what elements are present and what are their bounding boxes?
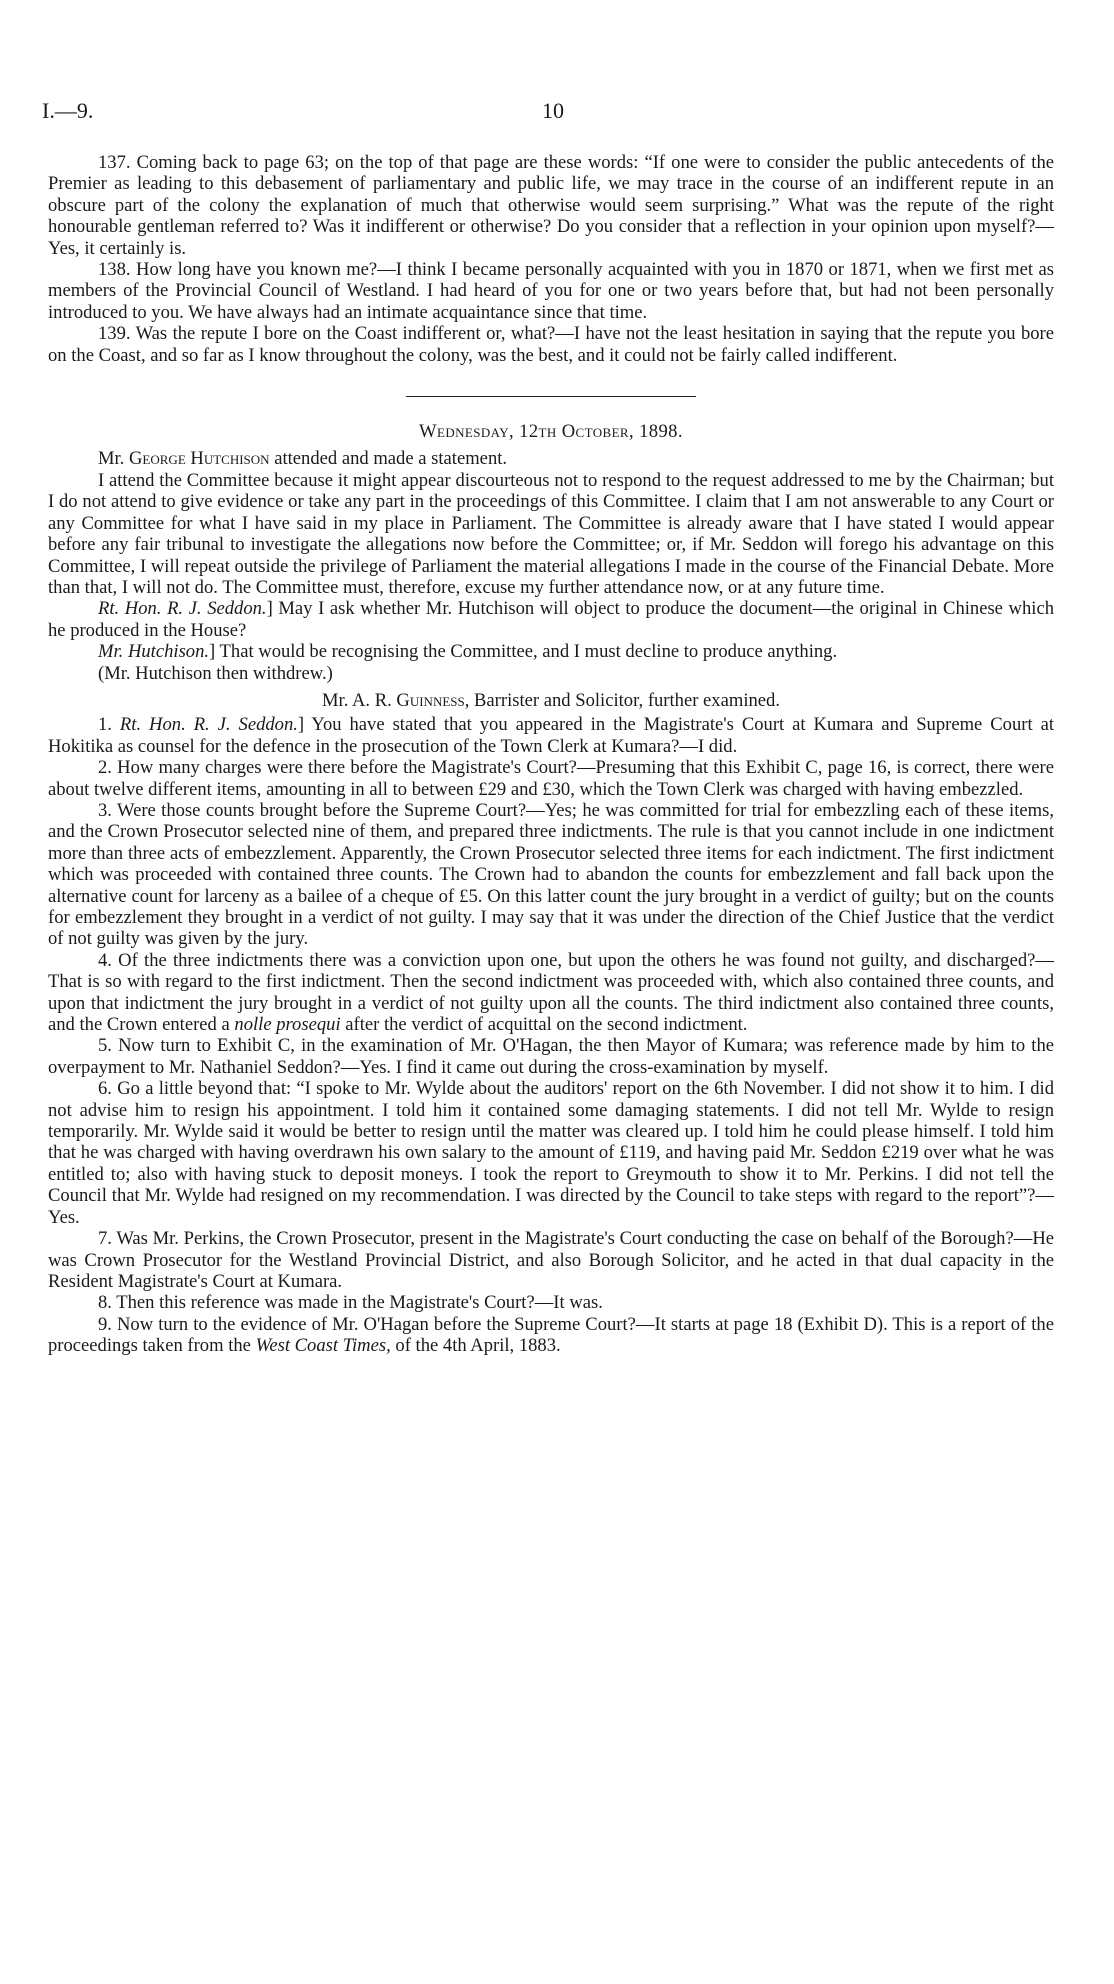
document-reference: I.—9. — [42, 98, 94, 123]
examination-heading — [48, 690, 1054, 711]
page-number: 10 — [542, 98, 564, 123]
q9-after: of the 4th April, 1883. — [390, 1335, 561, 1357]
question-5: 5. Now turn to Exhibit C, in the examination of Mr. O'Hagan, the then Mayor of Kumara; was reference made by him to the overpayment to Mr. Nathaniel Seddon?—Yes. I find it came out during the cross-examination by myself. — [48, 1035, 1054, 1078]
section-divider — [406, 396, 696, 397]
question-3: 3. Were those counts brought before the Supreme Court?—Yes; he was committed for trial for embezzling each of these items, and the Crown Prosecutor selected nine of them, and prepared three indictments. The rule is that you cannot include in one indictment more than three acts of embezzlement. Apparently, the Crown Prosecutor selected three items for each indictment. The first indictment which was proceeded with contained three counts. The Crown had to abandon the counts for embezzlement and fall back upon the alternative count for larceny as a bailee of a cheque of £5. On this latter count the jury brought in a verdict of guilty; but on the counts for embezzlement they brought in a verdict of not guilty. I may say that it was under the direction of the Chief Justice that the verdict of not guilty was given by the jury. — [48, 799, 1054, 950]
q9-italic: West Coast Times, — [255, 1335, 391, 1357]
q4-after: after the verdict of acquittal on the second indictment. — [340, 1014, 748, 1036]
q1-speaker: Rt. Hon. R. J. Seddon. — [119, 714, 298, 736]
question-6: 6. Go a little beyond that: “I spoke to Mr. Wylde about the auditors' report on the 6th November. I did not show it to him. I did not advise him to resign his appointment. I told him it contained some damaging statements. I did not tell Mr. Wylde to resign temporarily. Mr. Wylde said it would be better to resign until the matter was cleared up. I told him he could please himself. I told him that he was charged with having overdrawn his own salary to the amount of £119, and having paid Mr. Seddon £219 over what he was entitled to; also with having stuck to deposit moneys. I took the report to Greymouth to show it to Mr. Perkins. I did not tell the Council that Mr. Wylde had resigned on my recommendation. I was directed by the Council to take steps with regard to the report”?—Yes. — [48, 1078, 1054, 1228]
statement-suffix: attended and made a statement. — [269, 448, 508, 470]
speaker-seddon: Rt. Hon. R. J. Seddon. — [98, 598, 267, 620]
statement-text: I attend the Committee because it might appear discourteous not to respond to the request addressed to me by the Chairman; but I do not attend to give evidence or take any part in the proceedings of this Committee. I claim that I am not answerable to any Court or any Committee for what I have said in my place in Parliament. The Committee is already aware that I have stated I would appear before any fair tribunal to investigate the allegations now before the Committee; or, if Mr. Seddon will forego his advantage on this Committee, I will repeat outside the privilege of Parliament the material allegations I made in the course of the Financial Debate. More than that, I will not do. The Committee must, therefore, excuse my further attendance now, or at any future time. — [48, 469, 1054, 598]
page-header — [42, 98, 1052, 128]
exchange-hutchison-text: ] That would be recognising the Committee, and I must decline to produce anything. — [209, 641, 838, 663]
witness-name: George Hutchison — [129, 448, 270, 470]
question-2: 2. How many charges were there before the Magistrate's Court?—Presuming that this Exhibit C, page 16, is correct, there were about twelve different items, amounting in all to between £29 and £30, which the Town Clerk was charged with having embezzled. — [48, 757, 1054, 800]
exchange-seddon — [48, 598, 1054, 641]
question-139: 139. Was the repute I bore on the Coast indifferent or, what?—I have not the least hesitation in saying that the repute you bore on the Coast, and so far as I know throughout the colony, was the best, and it could not be fairly called indifferent. — [48, 323, 1054, 366]
question-9 — [48, 1314, 1054, 1357]
speaker-hutchison: Mr. Hutchison. — [98, 641, 210, 663]
question-7: 7. Was Mr. Perkins, the Crown Prosecutor, present in the Magistrate's Court conducting the case on behalf of the Borough?—He was Crown Prosecutor for the Westland Provincial District, and also Borough Solicitor, and he acted in that dual capacity in the Resident Magistrate's Court at Kumara. — [48, 1228, 1054, 1292]
date-heading: Wednesday, 12th October, 1898. — [419, 421, 683, 443]
exam-prefix: Mr. A. R. — [322, 689, 397, 711]
statement-intro — [48, 448, 1054, 469]
exam-suffix: , Barrister and Solicitor, further examined. — [464, 689, 780, 711]
withdrew-note: (Mr. Hutchison then withdrew.) — [98, 662, 333, 684]
exam-name: Guinness — [396, 689, 465, 711]
question-137: 137. Coming back to page 63; on the top of that page are these words: “If one were to consider the public antecedents of the Premier as leading to this debasement of parliamentary and public life, we may trace in the course of an indifferent repute in an obscure part of the colony the explanation of much that otherwise would seem surprising.” What was the repute of the right honourable gentleman referred to? Was it indifferent or otherwise? Do you consider that a reflection in your opinion upon myself?—Yes, it certainly is. — [48, 152, 1054, 259]
q4-before: 4. Of the three indictments there was a conviction upon one, but upon the others he was found not guilty, and discharged?—That is so with regard to the first indictment. Then the second indictment was proceeded with, which also contained three counts, and upon that indictment the jury brought in a verdict of not guilty upon all the counts. The third indictment also contained three counts, and the Crown entered a — [48, 949, 1054, 1036]
q1-text: ] You have stated that you appeared in the Magistrate's Court at Kumara and Supreme Court at Hokitika as counsel for the defence in the prosecution of the Town Clerk at Kumara?—I did. — [48, 714, 1055, 757]
statement-prefix: Mr. — [98, 448, 129, 470]
exchange-hutchison — [48, 641, 1054, 662]
page-body — [48, 152, 1054, 1357]
question-1 — [48, 714, 1054, 757]
q9-before: 9. Now turn to the evidence of Mr. O'Hagan before the Supreme Court?—It starts at page 18 (Exhibit D). This is a report of the proceedings taken from the — [48, 1313, 1054, 1357]
question-4 — [48, 950, 1054, 1036]
question-8: 8. Then this reference was made in the Magistrate's Court?—It was. — [98, 1292, 603, 1314]
q1-number: 1. — [98, 714, 120, 736]
question-138: 138. How long have you known me?—I think I became personally acquainted with you in 1870 or 1871, when we first met as members of the Provincial Council of Westland. I had heard of you for one or two years before that, but had not been personally introduced to you. We have always had an intimate acquaintance since that time. — [48, 259, 1054, 323]
exchange-seddon-text: ] May I ask whether Mr. Hutchison will object to produce the document—the original in Chinese which he produced in the House? — [48, 598, 1054, 641]
q4-italic: nolle prosequi — [234, 1014, 341, 1036]
